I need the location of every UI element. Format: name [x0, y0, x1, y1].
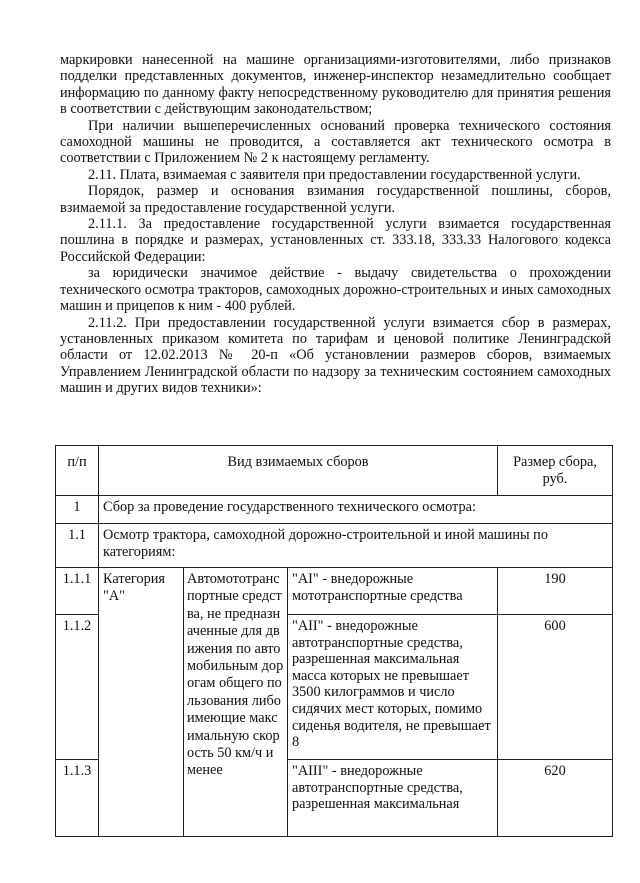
row-num: 1 [56, 496, 99, 524]
row-num: 1.1 [56, 524, 99, 568]
row-num: 1.1.3 [56, 760, 99, 837]
table-header-row [56, 446, 613, 496]
table-row [56, 568, 613, 615]
category-cell: Категория "A" [99, 568, 184, 837]
paragraph: маркировки нанесенной на машине организациями-изготовителями, либо признаков подделки представленных документов, инженер-инспектор незамедлительно сообщает информацию по данному факту непосредственному руководителю для принятия решения в соответствии с действующим законодательством; [60, 52, 611, 118]
fees-table [55, 445, 613, 837]
row-text: "AIII" - внедорожные автотранспортные средства, разрешенная максимальная [288, 760, 498, 837]
row-amount: 190 [498, 568, 613, 615]
table-row [56, 524, 613, 568]
row-amount: 620 [498, 760, 613, 837]
row-text: "AI" - внедорожные мототранспортные средства [288, 568, 498, 615]
paragraph: за юридически значимое действие - выдачу свидетельства о прохождении технического осмотра тракторов, самоходных дорожно-строительных и иных самоходных машин и прицепов к ним - 400 рублей. [60, 265, 611, 315]
paragraph: Порядок, размер и основания взимания государственной пошлины, сборов, взимаемой за предоставление государственной услуги. [60, 183, 611, 216]
table-row [56, 496, 613, 524]
row-text: Осмотр трактора, самоходной дорожно-строительной и иной машины по категориям: [99, 524, 613, 568]
header-fee-type: Вид взимаемых сборов [99, 446, 498, 496]
row-amount: 600 [498, 615, 613, 760]
paragraph-2-11-2: 2.11.2. При предоставлении государственной услуги взимается сбор в размерах, установленных приказом комитета по тарифам и ценовой политике Ленинградской области от 12.02.2013 № 20-п «Об установлении размеров сборов, взимаемых Управлением Ленинградской области по надзору за техническим состоянием самоходных машин и других видов техники»: [60, 314, 611, 397]
row-text: "AII" - внедорожные автотранспортные средства, разрешенная максимальная масса которых не превышает 3500 килограммов и число сидячих мест которых, помимо сиденья водителя, не превышает 8 [288, 615, 498, 760]
paragraph: При наличии вышеперечисленных оснований проверка технического состояния самоходной машины не проводится, а составляется акт технического осмотра в соответствии с Приложением № 2 к настоящему регламенту. [60, 117, 611, 167]
vehicle-description-cell: Автомототранспортные средства, не предназначенные для движения по автомобильным дорогам общего пользования либо имеющие максимальную скорость 50 км/ч и менее [184, 568, 288, 837]
header-fee-amount: Размер сбора, руб. [498, 446, 613, 496]
body-text [60, 52, 611, 397]
row-num: 1.1.1 [56, 568, 99, 615]
row-num: 1.1.2 [56, 615, 99, 760]
header-num: п/п [56, 446, 99, 496]
paragraph-2-11-1: 2.11.1. За предоставление государственной услуги взимается государственная пошлина в порядке и размерах, установленных ст. 333.18, 333.33 Налогового кодекса Российской Федерации: [60, 216, 611, 265]
row-text: Сбор за проведение государственного технического осмотра: [99, 496, 613, 524]
section-heading-2-11: 2.11. Плата, взимаемая с заявителя при предоставлении государственной услуги. [88, 166, 581, 183]
